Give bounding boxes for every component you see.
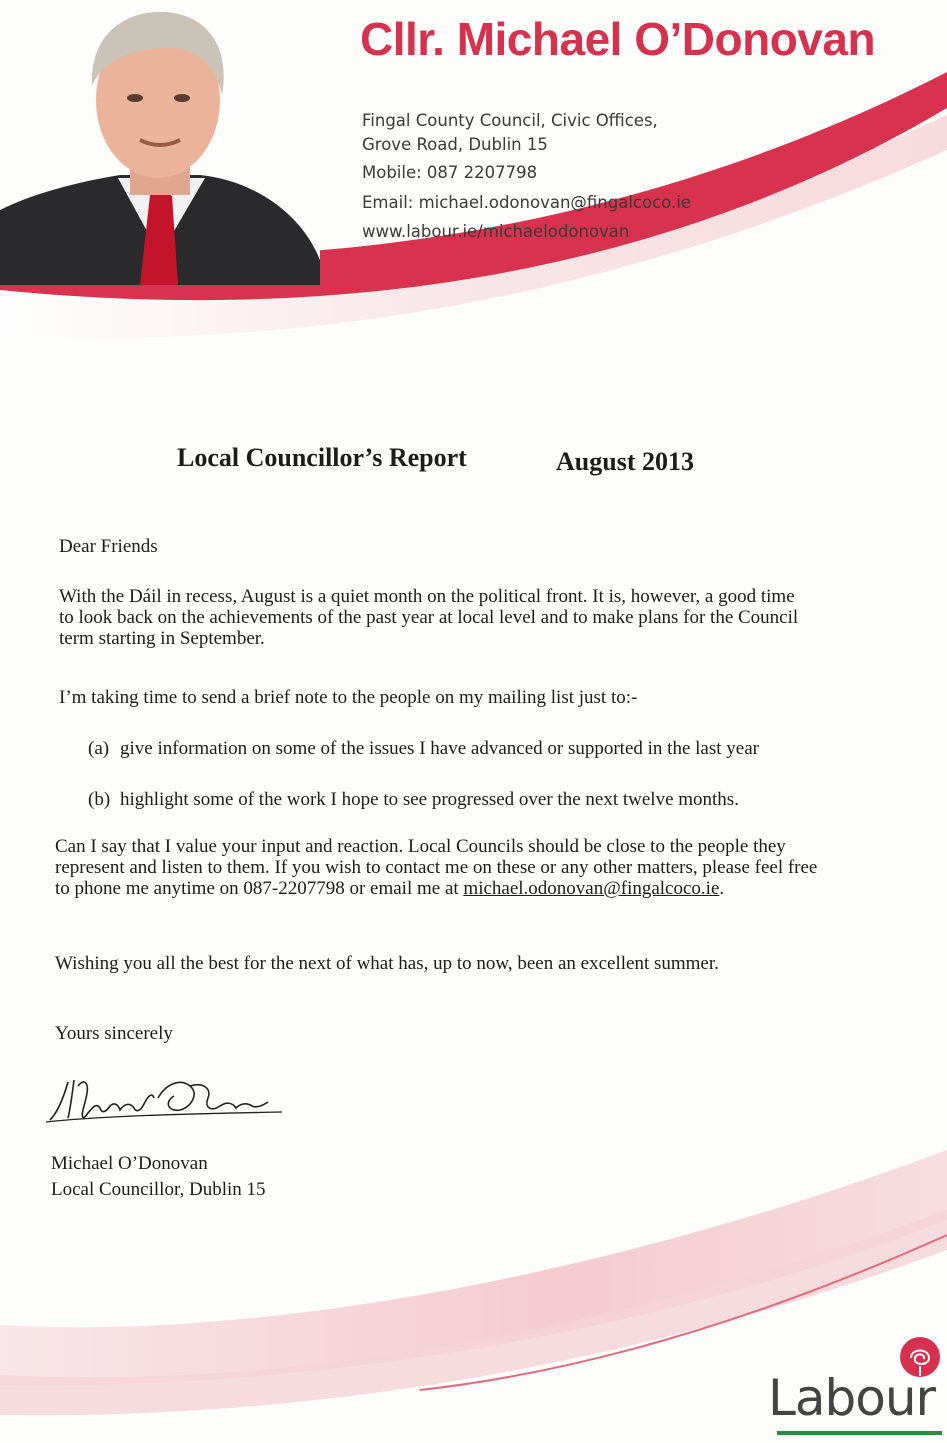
website-link: www.labour.ie/michaelodonovan <box>362 222 630 241</box>
report-date: August 2013 <box>556 447 694 476</box>
paragraph-contact-text: Can I say that I value your input and reaction. Local Councils should be close to the people they represent and listen to them. If you wish to contact me on these or any other matters, please feel free to phone me anytime on 087-2207798 or email me at <box>55 836 818 899</box>
address-line-2: Grove Road, Dublin 15 <box>362 135 548 154</box>
mobile-number: Mobile: 087 2207798 <box>362 163 538 182</box>
councillor-name: Cllr. Michael O’Donovan <box>360 13 876 65</box>
list-item <box>88 738 808 759</box>
labour-logo-underline <box>777 1431 942 1435</box>
email-link[interactable]: michael.odonovan@fingalcoco.ie <box>463 878 720 899</box>
paragraph-purpose: I’m taking time to send a brief note to the people on my mailing list just to:- <box>59 687 638 708</box>
signatory-role: Local Councillor, Dublin 15 <box>51 1179 266 1200</box>
labour-logo-text: Labour <box>768 1369 936 1427</box>
list-item <box>88 789 808 810</box>
address-line-1: Fingal County Council, Civic Offices, <box>362 111 658 130</box>
list-text: highlight some of the work I hope to see progressed over the next twelve months. <box>120 789 739 810</box>
signatory-name: Michael O’Donovan <box>51 1153 208 1174</box>
closing: Yours sincerely <box>55 1023 173 1044</box>
list-marker: (a) <box>88 738 110 759</box>
councillor-portrait <box>0 0 320 285</box>
handwritten-signature <box>40 1068 290 1130</box>
greeting: Dear Friends <box>59 536 158 557</box>
paragraph-contact-end: . <box>719 878 725 899</box>
list-text: give information on some of the issues I have advanced or supported in the last year <box>120 738 759 759</box>
paragraph-wishes: Wishing you all the best for the next of what has, up to now, been an excellent summer. <box>55 953 719 974</box>
list-marker: (b) <box>88 789 111 810</box>
report-title: Local Councillor’s Report <box>177 443 467 472</box>
email-address: Email: michael.odonovan@fingalcoco.ie <box>362 193 691 212</box>
paragraph-intro: With the Dáil in recess, August is a quiet month on the political front. It is, however, a good time to look back on the achievements of the past year at local level and to make plans for the Council term starting in September. <box>59 586 799 649</box>
paragraph-contact <box>55 836 820 899</box>
